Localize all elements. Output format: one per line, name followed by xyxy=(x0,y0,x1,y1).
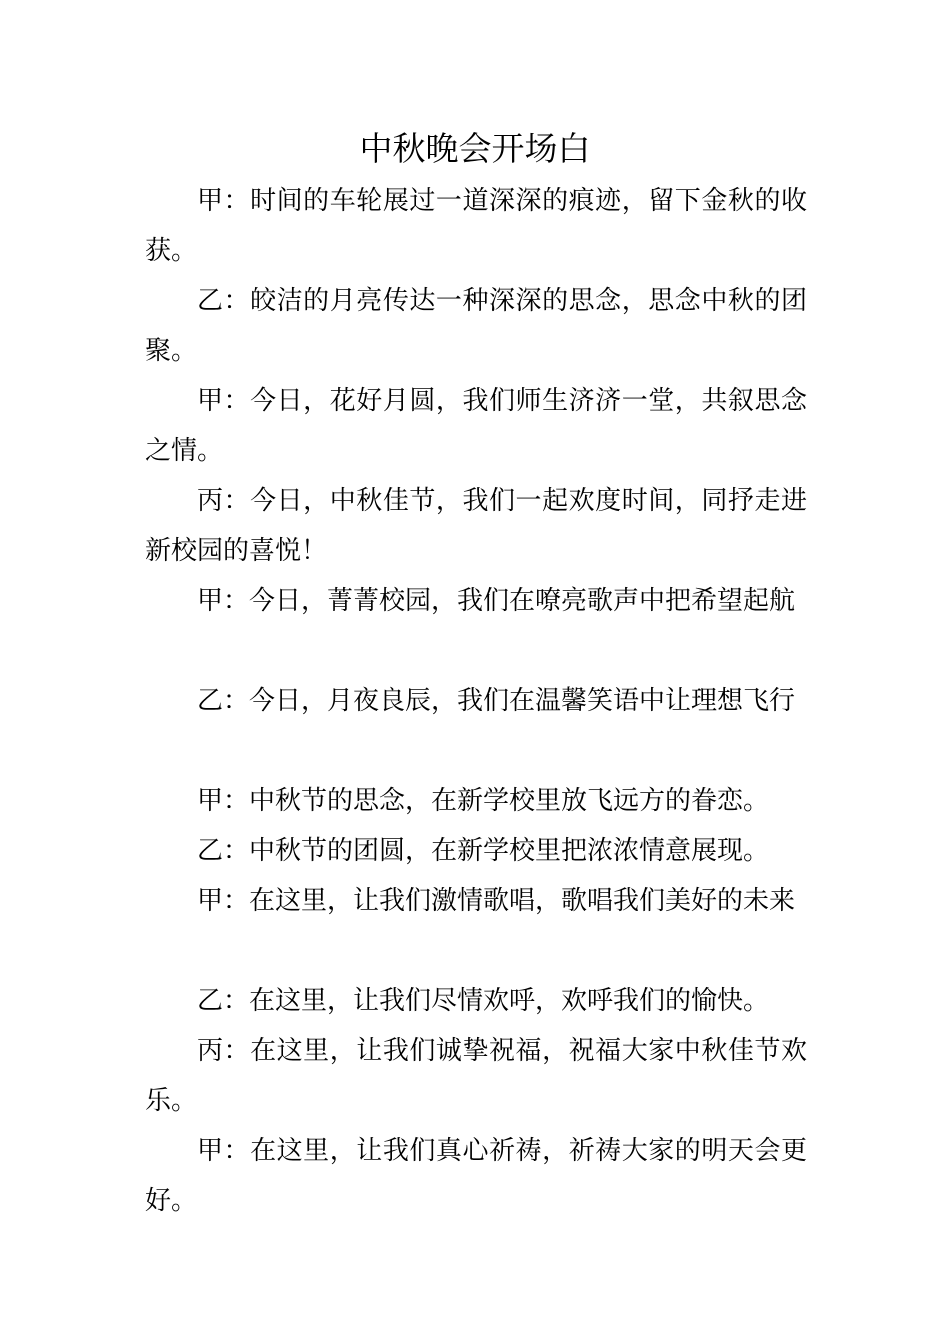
paragraph-3: 甲：今日，花好月圆，我们师生济济一堂，共叙思念之情。 xyxy=(145,386,807,466)
paragraph-5: 甲：今日，菁菁校园，我们在嘹亮歌声中把希望起航 xyxy=(197,586,796,616)
paragraph-12: 甲：在这里，让我们真心祈祷，祈祷大家的明天会更好。 xyxy=(145,1136,807,1216)
document-title: 中秋晚会开场白 xyxy=(359,129,591,168)
paragraph-6: 乙：今日，月夜良辰，我们在温馨笑语中让理想飞行 xyxy=(197,686,796,716)
document-body xyxy=(145,176,807,1226)
paragraph-4: 丙：今日，中秋佳节，我们一起欢度时间，同抒走进新校园的喜悦！ xyxy=(145,486,807,566)
paragraph-9: 甲：在这里，让我们激情歌唱，歌唱我们美好的未来 xyxy=(197,886,796,916)
paragraph-7: 甲：中秋节的思念，在新学校里放飞远方的眷恋。 xyxy=(197,786,770,816)
paragraph-2: 乙：皎洁的月亮传达一种深深的思念，思念中秋的团聚。 xyxy=(145,286,807,366)
paragraph-8: 乙：中秋节的团圆，在新学校里把浓浓情意展现。 xyxy=(197,836,770,866)
paragraph-1: 甲：时间的车轮展过一道深深的痕迹，留下金秋的收获。 xyxy=(145,186,807,266)
paragraph-10: 乙：在这里，让我们尽情欢呼，欢呼我们的愉快。 xyxy=(197,986,770,1016)
paragraph-11: 丙：在这里，让我们诚挚祝福，祝福大家中秋佳节欢乐。 xyxy=(145,1036,807,1116)
